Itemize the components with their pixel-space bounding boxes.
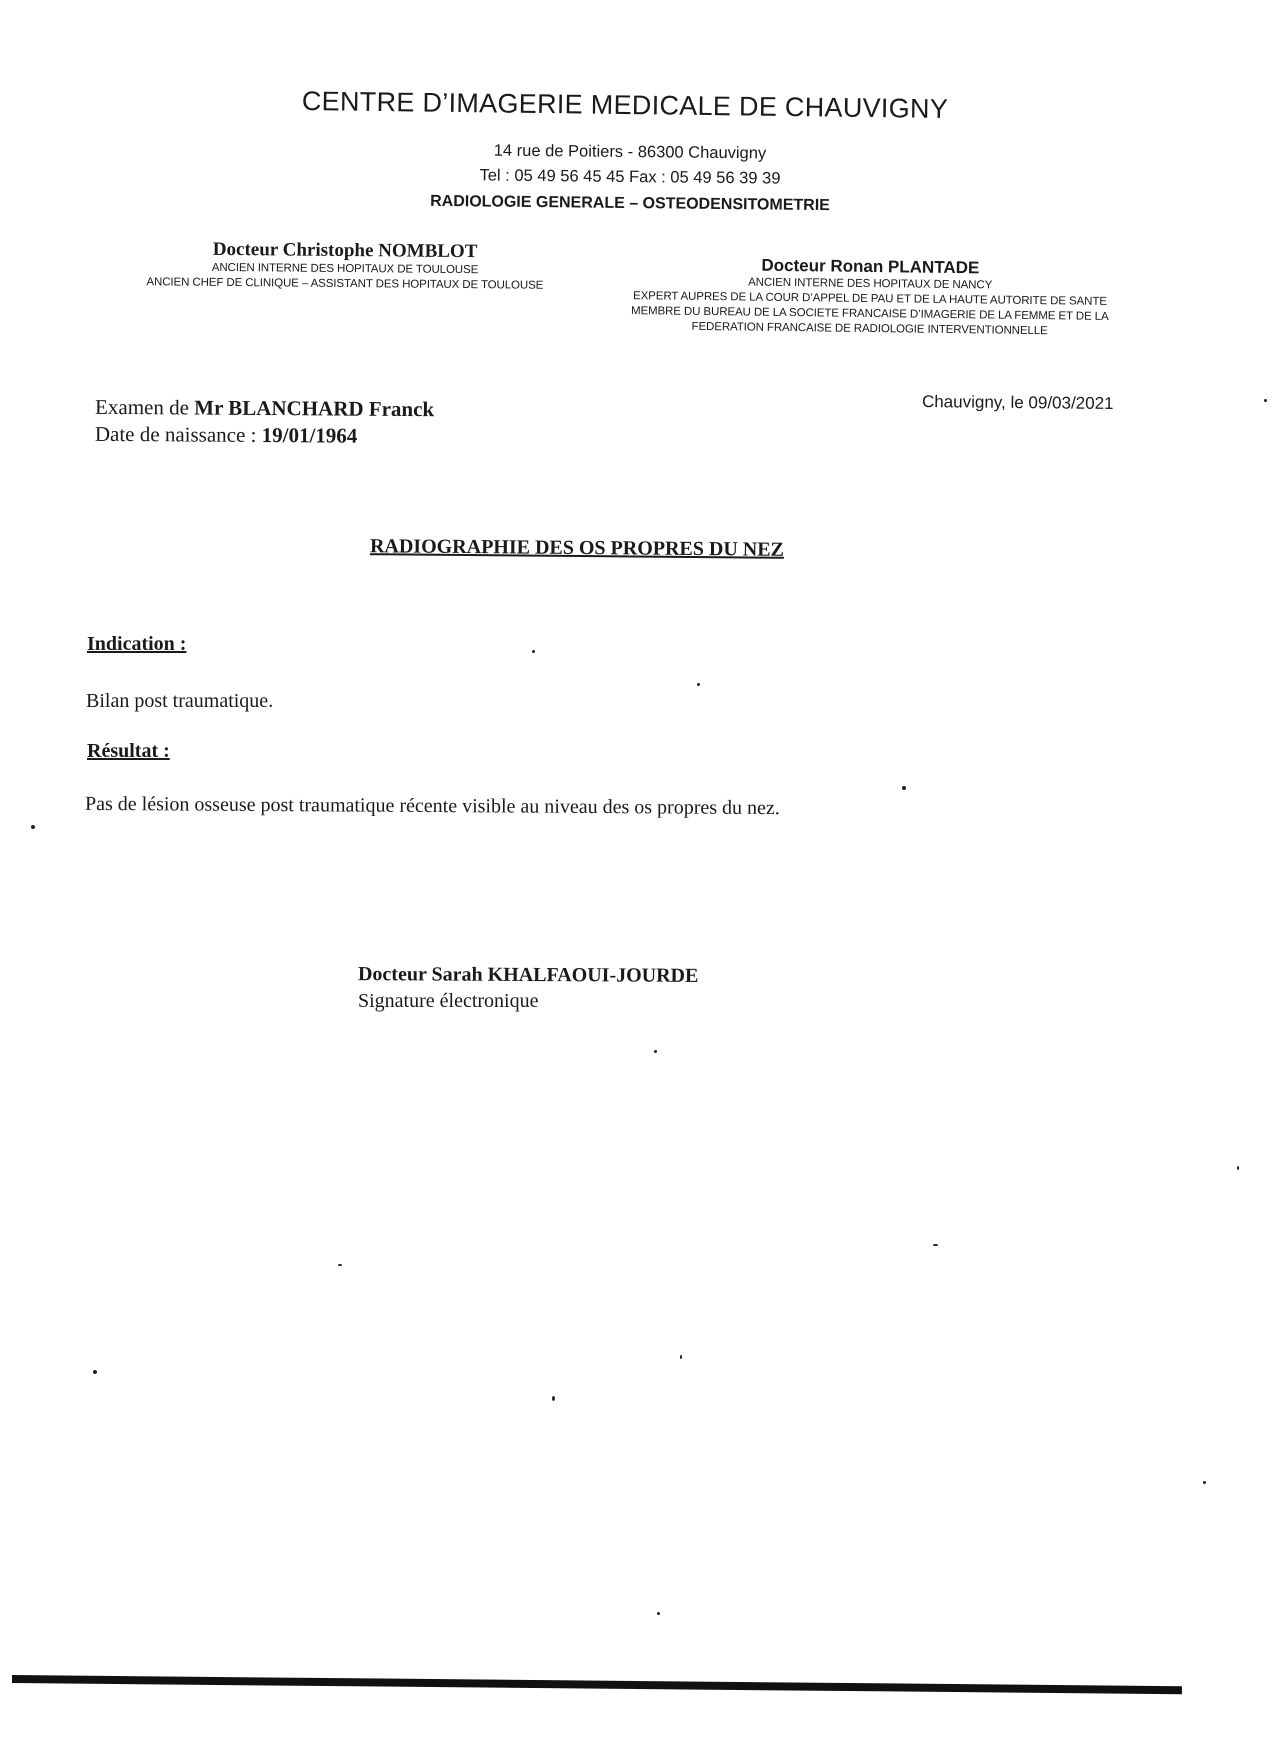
patient-name-line <box>95 394 434 423</box>
scan-speck <box>657 1612 660 1615</box>
indication-text: Bilan post traumatique. <box>86 690 274 712</box>
exam-title: RADIOGRAPHIE DES OS PROPRES DU NEZ <box>369 535 785 561</box>
scan-speck <box>680 1355 682 1359</box>
doctor-block-right <box>585 254 1156 341</box>
doctor-title: EXPERT AUPRES DE LA COUR D’APPEL DE PAU ET DE LA HAUTE AUTORITE DE SANTE <box>632 290 1107 308</box>
scan-speck <box>1264 399 1267 402</box>
result-label: Résultat : <box>87 740 170 762</box>
center-specialties: RADIOLOGIE GENERALE – OSTEODENSITOMETRIE <box>430 192 830 215</box>
doctor-name: Docteur Christophe NOMBLOT <box>212 238 478 263</box>
center-name: CENTRE D’IMAGERIE MEDICALE DE CHAUVIGNY <box>301 86 949 124</box>
place-date: Chauvigny, le 09/03/2021 <box>921 391 1114 414</box>
scan-speck <box>1203 1481 1206 1484</box>
patient-name: Mr BLANCHARD Franck <box>194 395 435 422</box>
doctor-title: ANCIEN INTERNE DES HOPITAUX DE NANCY <box>748 276 993 292</box>
scan-speck <box>31 825 35 829</box>
doctor-name: Docteur Ronan PLANTADE <box>761 255 980 278</box>
doctor-title: MEMBRE DU BUREAU DE LA SOCIETE FRANCAISE D’IMAGERIE DE LA FEMME ET DE LA <box>630 305 1109 323</box>
signatory-name: Docteur Sarah KHALFAOUI-JOURDE <box>357 963 699 987</box>
scan-speck <box>552 1396 555 1401</box>
scan-speck <box>654 1050 657 1053</box>
center-address: 14 rue de Poitiers - 86300 Chauvigny <box>493 141 767 163</box>
indication-label: Indication : <box>87 633 187 655</box>
birth-label: Date de naissance : <box>94 421 257 447</box>
doctor-title: FEDERATION FRANCAISE DE RADIOLOGIE INTERVENTIONNELLE <box>691 320 1048 338</box>
doctor-block-left <box>110 238 580 294</box>
doctor-title: ANCIEN CHEF DE CLINIQUE – ASSISTANT DES HOPITAUX DE TOULOUSE <box>146 276 544 292</box>
scan-speck <box>902 786 906 790</box>
scan-speck <box>933 1244 938 1246</box>
birth-date: 19/01/1964 <box>261 422 358 448</box>
scan-speck <box>93 1370 97 1374</box>
center-contact: Tel : 05 49 56 45 45 Fax : 05 49 56 39 39 <box>479 166 781 188</box>
scan-speck <box>1237 1166 1239 1170</box>
scan-speck <box>697 683 700 686</box>
page-bottom-bar <box>12 1675 1182 1694</box>
doctor-title: ANCIEN INTERNE DES HOPITAUX DE TOULOUSE <box>211 261 479 277</box>
scan-speck <box>338 1264 342 1266</box>
patient-info <box>95 394 434 450</box>
scan-speck <box>532 650 535 653</box>
exam-prefix: Examen de <box>95 394 190 420</box>
result-text: Pas de lésion osseuse post traumatique récente visible au niveau des os propres du nez. <box>84 792 780 820</box>
birth-line <box>95 421 434 450</box>
signature-mode: Signature électronique <box>358 990 539 1012</box>
